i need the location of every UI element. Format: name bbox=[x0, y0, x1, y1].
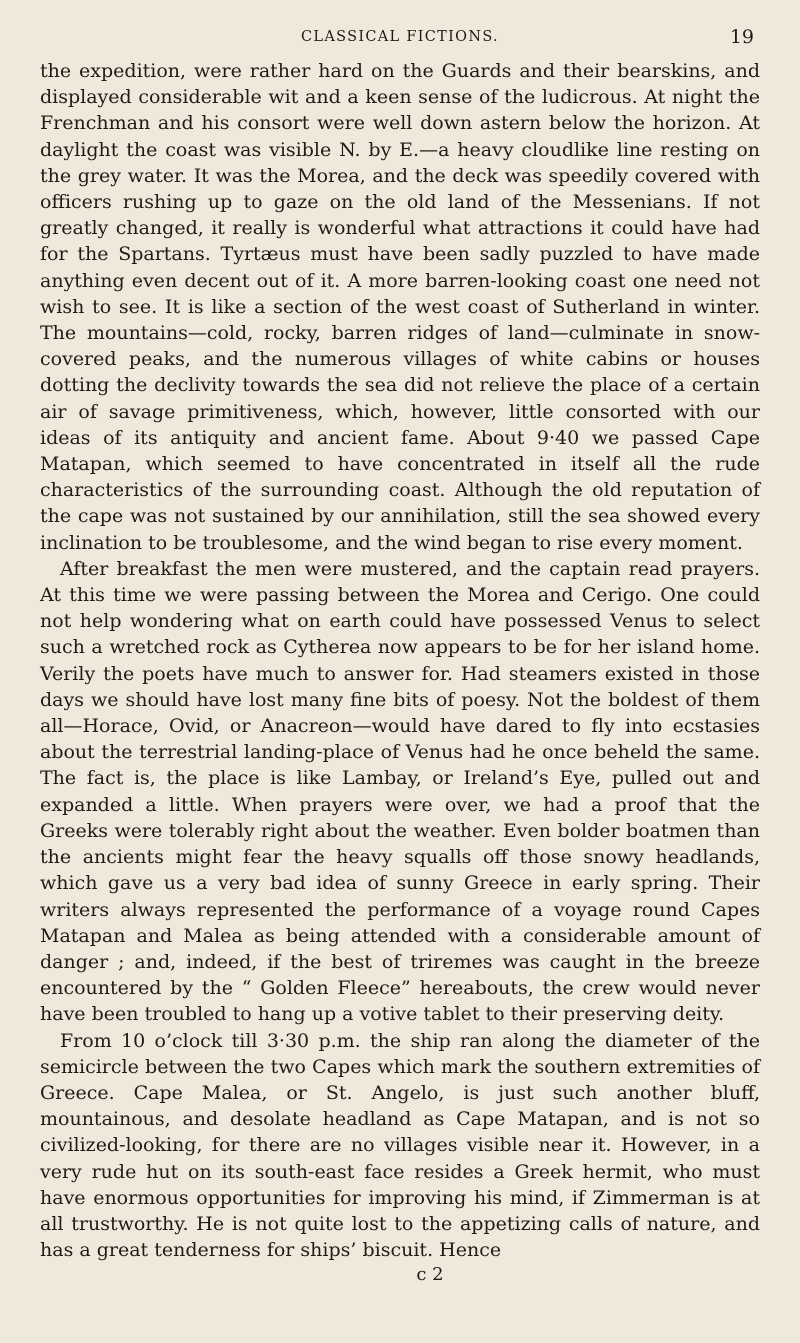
body-text bbox=[40, 58, 760, 1263]
paragraph-3: From 10 o’clock till 3·30 p.m. the ship ran along the diameter of the semicircle between the two Capes which mark the southern extremities of Greece. Cape Malea, or St. Angelo, is just such another bluff, mountainous, and desolate headland as Cape Matapan, and is not so civilized-looking, for there are no villages visible near it. However, in a very rude hut on its south-east face resides a Greek hermit, who must have enormous opportunities for improving his mind, if Zimmerman is at all trustworthy. He is not quite lost to the appetizing calls of nature, and has a great tenderness for ships’ biscuit. Hence bbox=[40, 1029, 760, 1262]
signature-mark: c 2 bbox=[416, 1264, 444, 1286]
page-number: 19 bbox=[729, 26, 754, 48]
paragraph-2: After breakfast the men were mustered, and the captain read prayers. At this time we were passing between the Morea and Cerigo. One could not help wondering what on earth could have possessed Venus to select such a wretched rock as Cytherea now appears to be for her island home. Verily the poets have much to answer for. Had steamers existed in those days we should have lost many fine bits of poesy. Not the boldest of them all—Horace, Ovid, or Anacreon—would have dared to fly into ecstasies about the terrestrial landing-place of Venus had he once beheld the same. The fact is, the place is like Lambay, or Ireland’s Eye, pulled out and expanded a little. When prayers were over, we had a proof that the Greeks were tolerably right about the weather. Even bolder boatmen than the ancients might fear the heavy squalls off those snowy headlands, which gave us a very bad idea of sunny Greece in early spring. Their writers always represented the performance of a voyage round Capes Matapan and Malea as being attended with a considerable amount of danger ; and, indeed, if the best of triremes was caught in the breeze encountered by the “ Golden Fleece” hereabouts, the crew would never have been troubled to hang up a votive tablet to their preserving deity. bbox=[40, 557, 760, 1026]
paragraph-1: the expedition, were rather hard on the Guards and their bearskins, and displayed considerable wit and a keen sense of the ludicrous. At night the Frenchman and his consort were well down astern below the horizon. At daylight the coast was visible N. by E.—a heavy cloudlike line resting on the grey water. It was the Morea, and the deck was speedily covered with officers rushing up to gaze on the old land of the Messenians. If not greatly changed, it really is wonderful what attractions it could have had for the Spartans. Tyrtæus must have been sadly puzzled to have made anything even decent out of it. A more barren-looking coast one need not wish to see. It is like a section of the west coast of Sutherland in winter. The mountains—cold, rocky, barren ridges of land—culminate in snow-covered peaks, and the numerous villages of white cabins or houses dotting the declivity towards the sea did not relieve the place of a certain air of savage primitiveness, which, however, little consorted with our ideas of its antiquity and ancient fame. About 9·40 we passed Cape Matapan, which seemed to have concentrated in itself all the rude characteristics of the surrounding coast. Although the old reputation of the cape was not sustained by our annihilation, still the sea showed every inclination to be troublesome, and the wind began to rise every moment. bbox=[40, 60, 760, 554]
running-head bbox=[40, 24, 760, 50]
running-title: CLASSICAL FICTIONS. bbox=[301, 29, 499, 45]
